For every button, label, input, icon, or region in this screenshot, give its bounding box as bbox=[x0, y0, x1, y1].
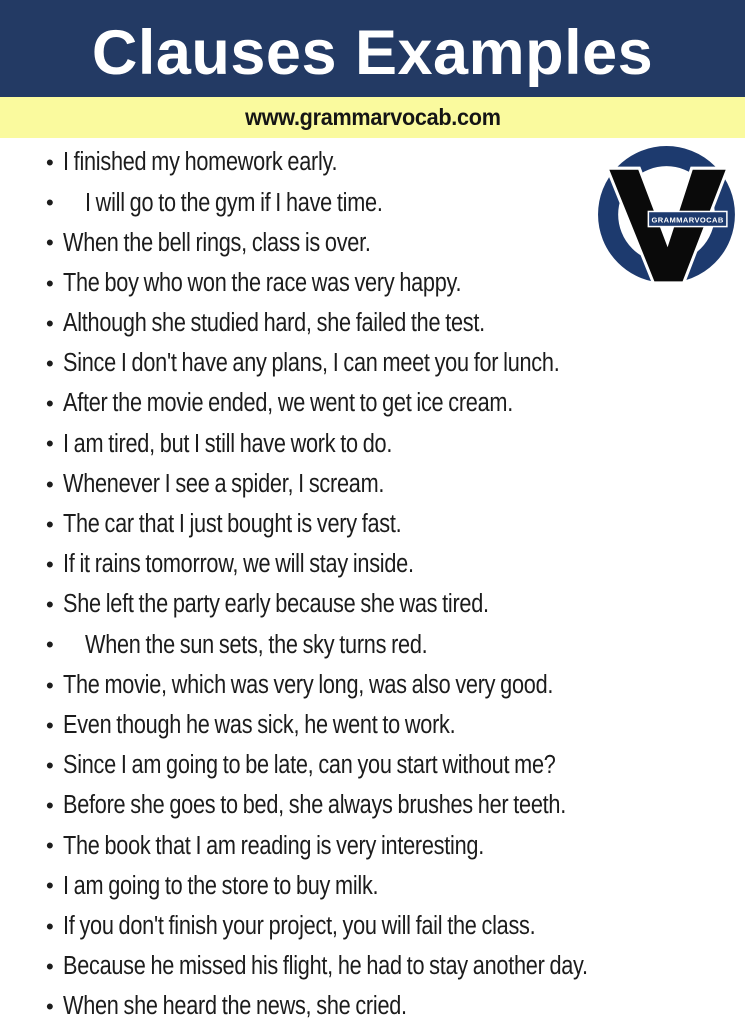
bullet-icon: • bbox=[46, 752, 54, 778]
list-item bbox=[0, 665, 745, 705]
list-item bbox=[0, 866, 745, 906]
bullet-icon: • bbox=[46, 793, 54, 819]
example-text: If you don't finish your project, you will fail the class. bbox=[63, 911, 536, 940]
example-text: The book that I am reading is very interesting. bbox=[63, 831, 484, 860]
bullet-icon: • bbox=[46, 873, 54, 899]
website-banner bbox=[0, 97, 745, 138]
example-text: After the movie ended, we went to get ice cream. bbox=[63, 389, 513, 418]
website-url: www.grammarvocab.com bbox=[244, 104, 501, 130]
list-item bbox=[0, 585, 745, 625]
bullet-icon: • bbox=[46, 431, 54, 457]
bullet-icon: • bbox=[46, 994, 54, 1020]
bullet-icon: • bbox=[46, 833, 54, 859]
bullet-icon: • bbox=[46, 270, 54, 296]
example-text: I am tired, but I still have work to do. bbox=[63, 429, 393, 458]
example-text: When the bell rings, class is over. bbox=[63, 228, 371, 257]
list-item bbox=[0, 746, 745, 786]
bullet-icon: • bbox=[46, 672, 54, 698]
bullet-icon: • bbox=[46, 551, 54, 577]
list-item bbox=[0, 424, 745, 464]
grammarvocab-logo-icon bbox=[593, 140, 744, 291]
bullet-icon: • bbox=[46, 712, 54, 738]
bullet-icon: • bbox=[46, 632, 54, 658]
bullet-icon: • bbox=[46, 351, 54, 377]
bullet-icon: • bbox=[46, 471, 54, 497]
example-text: Since I don't have any plans, I can meet you for lunch. bbox=[63, 349, 560, 378]
example-text: Whenever I see a spider, I scream. bbox=[63, 469, 385, 498]
list-item bbox=[0, 625, 745, 665]
list-item bbox=[0, 344, 745, 384]
example-text: The car that I just bought is very fast. bbox=[63, 510, 402, 539]
list-item bbox=[0, 786, 745, 826]
example-text: Even though he was sick, he went to work. bbox=[63, 710, 456, 739]
example-text: The movie, which was very long, was also very good. bbox=[63, 670, 554, 699]
bullet-icon: • bbox=[46, 190, 54, 216]
example-text: I am going to the store to buy milk. bbox=[63, 871, 379, 900]
bullet-icon: • bbox=[46, 310, 54, 336]
example-text: When the sun sets, the sky turns red. bbox=[85, 630, 428, 659]
bullet-icon: • bbox=[46, 391, 54, 417]
bullet-icon: • bbox=[46, 592, 54, 618]
example-text: I will go to the gym if I have time. bbox=[85, 188, 383, 217]
list-item bbox=[0, 826, 745, 866]
list-item bbox=[0, 907, 745, 947]
example-text: If it rains tomorrow, we will stay inside. bbox=[63, 550, 414, 579]
list-item bbox=[0, 545, 745, 585]
grammarvocab-logo bbox=[593, 140, 744, 291]
bullet-icon: • bbox=[46, 953, 54, 979]
page-title: Clauses Examples bbox=[91, 18, 654, 88]
example-text: She left the party early because she was tired. bbox=[63, 590, 489, 619]
example-text: Since I am going to be late, can you start without me? bbox=[63, 751, 556, 780]
example-text: Before she goes to bed, she always brushes her teeth. bbox=[63, 791, 566, 820]
list-item bbox=[0, 947, 745, 987]
list-item bbox=[0, 987, 745, 1024]
example-text: I finished my homework early. bbox=[63, 148, 338, 177]
list-item bbox=[0, 384, 745, 424]
list-item bbox=[0, 304, 745, 344]
bullet-icon: • bbox=[46, 511, 54, 537]
example-text: The boy who won the race was very happy. bbox=[63, 268, 462, 297]
example-text: Although she studied hard, she failed the test. bbox=[63, 309, 485, 338]
list-item bbox=[0, 706, 745, 746]
bullet-icon: • bbox=[46, 150, 54, 176]
example-text: Because he missed his flight, he had to stay another day. bbox=[63, 952, 588, 981]
list-item bbox=[0, 505, 745, 545]
page-header bbox=[0, 0, 745, 97]
bullet-icon: • bbox=[46, 913, 54, 939]
list-item bbox=[0, 465, 745, 505]
example-text: When she heard the news, she cried. bbox=[63, 992, 407, 1021]
logo-banner-label: GRAMMARVOCAB bbox=[651, 215, 724, 225]
bullet-icon: • bbox=[46, 230, 54, 256]
